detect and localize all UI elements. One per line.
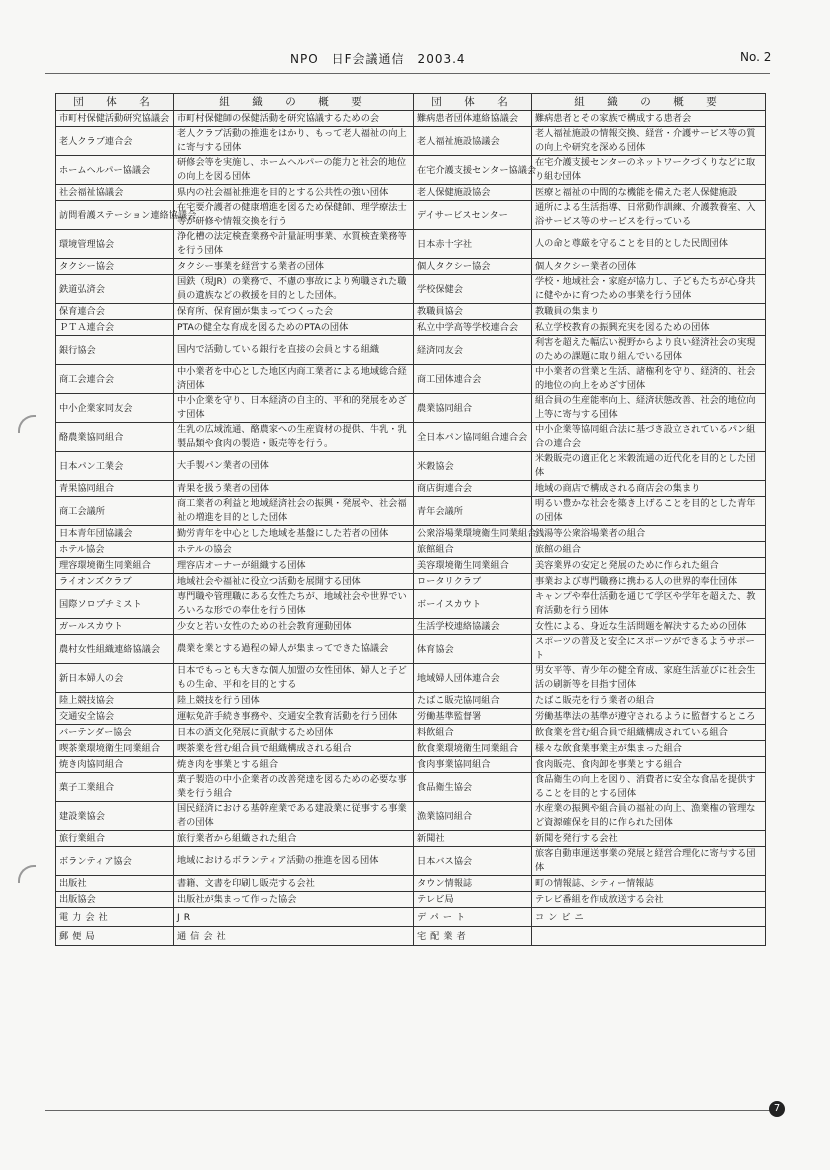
- table-row: [56, 664, 766, 693]
- org-name-cell: 難病患者団体連絡協議会: [414, 111, 532, 127]
- org-description-cell: 勤労青年を中心とした地域を基盤にした若者の団体: [174, 526, 414, 542]
- org-description-cell: 中小業者を中心とした地区内商工業者による地域総合経済団体: [174, 365, 414, 394]
- org-description-cell: 国内で活動している銀行を直接の会員とする組織: [174, 336, 414, 365]
- org-description-cell: 利害を超えた幅広い視野からより良い経済社会の実現のための課題に取り組んでいる団体: [532, 336, 766, 365]
- org-name-cell: 教職員協会: [414, 304, 532, 320]
- org-description-cell: 飲食業を営む組合員で組織構成されている組合: [532, 725, 766, 741]
- table-row: [56, 320, 766, 336]
- column-header: 組 織 の 概 要: [174, 94, 414, 111]
- org-name-cell: 青果協同組合: [56, 481, 174, 497]
- org-description-cell: 専門職や管理職にある女性たちが、地域社会や世界でいろいろな形での奉仕を行う団体: [174, 590, 414, 619]
- org-description-cell: 焼き肉を事業とする組合: [174, 757, 414, 773]
- misc-cell: 電力会社: [56, 908, 174, 927]
- org-name-cell: 個人タクシー協会: [414, 259, 532, 275]
- org-description-cell: 明るい豊かな社会を築き上げることを目的とした青年の団体: [532, 497, 766, 526]
- org-description-cell: タクシー事業を経営する業者の団体: [174, 259, 414, 275]
- table-row: [56, 831, 766, 847]
- org-description-cell: 男女平等、青少年の健全育成、家庭生活並びに社会生活の刷新等を目指す団体: [532, 664, 766, 693]
- org-name-cell: 労働基準監督署: [414, 709, 532, 725]
- org-name-cell: 出版社: [56, 876, 174, 892]
- org-name-cell: ボランティア協会: [56, 847, 174, 876]
- newsletter-title: NPO 日F会議通信 2003.4: [290, 52, 466, 66]
- org-description-cell: 人の命と尊厳を守ることを目的とした民間団体: [532, 230, 766, 259]
- table-row: [56, 558, 766, 574]
- org-description-cell: キャンプや奉仕活動を通じて学区や学年を超えた、教育活動を行う団体: [532, 590, 766, 619]
- table-row: [56, 892, 766, 908]
- org-description-cell: ホテルの協会: [174, 542, 414, 558]
- footer-rule: [45, 1110, 770, 1111]
- org-description-cell: 国鉄（現JR）の業務で、不慮の事故により殉職された職員の遺族などの救援を目的とした団体。: [174, 275, 414, 304]
- org-name-cell: 理容環境衛生同業組合: [56, 558, 174, 574]
- org-name-cell: 銀行協会: [56, 336, 174, 365]
- org-name-cell: 酪農業協同組合: [56, 423, 174, 452]
- org-description-cell: 通所による生活指導、日常動作訓練、介護教養室、入浴サービス等のサービスを行っている: [532, 201, 766, 230]
- org-name-cell: ガールスカウト: [56, 619, 174, 635]
- org-description-cell: 書籍、文書を印刷し販売する会社: [174, 876, 414, 892]
- table-row: [56, 757, 766, 773]
- org-description-cell: 保育所、保育園が集まってつくった会: [174, 304, 414, 320]
- table-row: [56, 304, 766, 320]
- org-description-cell: 米穀販売の適正化と米穀流通の近代化を目的とした団体: [532, 452, 766, 481]
- org-description-cell: スポーツの普及と安全にスポーツができるようサポート: [532, 635, 766, 664]
- org-description-cell: 陸上競技を行う団体: [174, 693, 414, 709]
- org-description-cell: 老人福祉施設の情報交換、経営・介護サービス等の質の向上や研究を深める団体: [532, 127, 766, 156]
- org-description-cell: 日本でもっとも大きな個人加盟の女性団体、婦人と子どもの生命、平和を目的とする: [174, 664, 414, 693]
- org-name-cell: ホームヘルパー協議会: [56, 156, 174, 185]
- table-row: [56, 111, 766, 127]
- org-description-cell: 在宅介護支援センターのネットワークづくりなどに取り組む団体: [532, 156, 766, 185]
- org-name-cell: 農業協同組合: [414, 394, 532, 423]
- table-row: [56, 526, 766, 542]
- org-description-cell: 浄化槽の法定検査業務や計量証明事業、水質検査業務等を行う団体: [174, 230, 414, 259]
- org-description-cell: 中小業者の営業と生活、諸権利を守り、経済的、社会的地位の向上をめざす団体: [532, 365, 766, 394]
- org-description-cell: 中小企業等協同組合法に基づき設立されているパン組合の連合会: [532, 423, 766, 452]
- table-row: [56, 590, 766, 619]
- org-description-cell: 市町村保健師の保健活動を研究協議するための会: [174, 111, 414, 127]
- org-name-cell: 商工団体連合会: [414, 365, 532, 394]
- org-name-cell: 環境管理協会: [56, 230, 174, 259]
- org-description-cell: 生乳の広域流通、酪農家への生産資材の提供、牛乳・乳製品類や食肉の製造・販売等を行う。: [174, 423, 414, 452]
- table-row: [56, 127, 766, 156]
- org-description-cell: 組合員の生産能率向上、経済状態改善、社会的地位向上等に寄与する団体: [532, 394, 766, 423]
- org-name-cell: 米穀協会: [414, 452, 532, 481]
- org-name-cell: 出版協会: [56, 892, 174, 908]
- org-name-cell: 体育協会: [414, 635, 532, 664]
- org-name-cell: 老人クラブ連合会: [56, 127, 174, 156]
- table-row: [56, 481, 766, 497]
- table-row: [56, 230, 766, 259]
- org-name-cell: 全日本パン協同組合連合会: [414, 423, 532, 452]
- org-name-cell: 美容環境衛生同業組合: [414, 558, 532, 574]
- org-name-cell: 菓子工業組合: [56, 773, 174, 802]
- org-name-cell: ホテル協会: [56, 542, 174, 558]
- org-description-cell: 出版社が集まって作った協会: [174, 892, 414, 908]
- org-name-cell: 学校保健会: [414, 275, 532, 304]
- org-description-cell: 町の情報誌、シティー情報誌: [532, 876, 766, 892]
- org-name-cell: 日本バス協会: [414, 847, 532, 876]
- table-row: [56, 773, 766, 802]
- org-description-cell: 喫茶業を営む組合員で組織構成される組合: [174, 741, 414, 757]
- org-description-cell: 在宅要介護者の健康増進を図るため保健師、理学療法士等が研修や情報交換を行う: [174, 201, 414, 230]
- misc-cell: JR: [174, 908, 414, 927]
- org-name-cell: タクシー協会: [56, 259, 174, 275]
- table-row: [56, 876, 766, 892]
- org-description-cell: 女性による、身近な生活問題を解決するための団体: [532, 619, 766, 635]
- table-header-row: [56, 94, 766, 111]
- org-description-cell: 中小企業を守り、日本経済の自主的、平和的発展をめざす団体: [174, 394, 414, 423]
- issue-number: No. 2: [740, 50, 772, 64]
- table-row: [56, 365, 766, 394]
- header-rule: [45, 73, 770, 74]
- org-description-cell: 国民経済における基幹産業である建設業に従事する事業者の団体: [174, 802, 414, 831]
- org-name-cell: 生活学校連絡協議会: [414, 619, 532, 635]
- table-row: [56, 741, 766, 757]
- org-description-cell: 菓子製造の中小企業者の改善発達を図るための必要な事業を行う組合: [174, 773, 414, 802]
- org-name-cell: 交通安全協会: [56, 709, 174, 725]
- org-name-cell: 商工会連合会: [56, 365, 174, 394]
- org-name-cell: 在宅介護支援センター協議会: [414, 156, 532, 185]
- org-name-cell: 陸上競技協会: [56, 693, 174, 709]
- page-number-badge: 7: [769, 1101, 785, 1117]
- misc-cell: [532, 927, 766, 946]
- org-name-cell: 市町村保健活動研究協議会: [56, 111, 174, 127]
- misc-row: [56, 927, 766, 946]
- table-row: [56, 542, 766, 558]
- table-row: [56, 802, 766, 831]
- org-description-cell: 農業を業とする過程の婦人が集まってできた協議会: [174, 635, 414, 664]
- org-description-cell: 銭湯等公衆浴場業者の組合: [532, 526, 766, 542]
- organization-table: [55, 93, 766, 946]
- org-description-cell: 旅館の組合: [532, 542, 766, 558]
- org-description-cell: 事業および専門職務に携わる人の世界的奉仕団体: [532, 574, 766, 590]
- org-name-cell: 新日本婦人の会: [56, 664, 174, 693]
- org-name-cell: 焼き肉協同組合: [56, 757, 174, 773]
- misc-row: [56, 908, 766, 927]
- org-description-cell: 様々な飲食業事業主が集まった組合: [532, 741, 766, 757]
- org-description-cell: 理容店オーナーが組織する団体: [174, 558, 414, 574]
- org-description-cell: 美容業界の安定と発展のために作られた組合: [532, 558, 766, 574]
- org-name-cell: 保育連合会: [56, 304, 174, 320]
- org-name-cell: 訪問看護ステーション連絡協議会: [56, 201, 174, 230]
- table-row: [56, 452, 766, 481]
- org-description-cell: 商工業者の利益と地域経済社会の振興・発展や、社会福祉の増進を目的とした団体: [174, 497, 414, 526]
- column-header: 団 体 名: [414, 94, 532, 111]
- org-name-cell: 漁業協同組合: [414, 802, 532, 831]
- misc-cell: コンビニ: [532, 908, 766, 927]
- org-name-cell: 老人福祉施設協議会: [414, 127, 532, 156]
- org-name-cell: 喫茶業環境衛生同業組合: [56, 741, 174, 757]
- table-row: [56, 201, 766, 230]
- org-name-cell: 飲食業環境衛生同業組合: [414, 741, 532, 757]
- table-row: [56, 709, 766, 725]
- column-header: 組 織 の 概 要: [532, 94, 766, 111]
- org-name-cell: 経済同友会: [414, 336, 532, 365]
- table-row: [56, 185, 766, 201]
- org-description-cell: 青果を扱う業者の団体: [174, 481, 414, 497]
- org-name-cell: 鉄道弘済会: [56, 275, 174, 304]
- org-name-cell: 旅館組合: [414, 542, 532, 558]
- misc-cell: 郵便局: [56, 927, 174, 946]
- misc-cell: 通信会社: [174, 927, 414, 946]
- org-name-cell: 日本青年団協議会: [56, 526, 174, 542]
- org-description-cell: 新聞を発行する会社: [532, 831, 766, 847]
- org-name-cell: テレビ局: [414, 892, 532, 908]
- misc-cell: デパート: [414, 908, 532, 927]
- org-description-cell: 教職員の集まり: [532, 304, 766, 320]
- table-row: [56, 635, 766, 664]
- org-name-cell: 商工会議所: [56, 497, 174, 526]
- table-row: [56, 259, 766, 275]
- table-row: [56, 394, 766, 423]
- org-description-cell: 地域社会や福祉に役立つ活動を展開する団体: [174, 574, 414, 590]
- table-row: [56, 725, 766, 741]
- org-name-cell: バーテンダー協会: [56, 725, 174, 741]
- org-name-cell: ライオンズクラブ: [56, 574, 174, 590]
- table-row: [56, 574, 766, 590]
- org-name-cell: 私立中学高等学校連合会: [414, 320, 532, 336]
- org-description-cell: PTAの健全な育成を図るためのPTAの団体: [174, 320, 414, 336]
- org-name-cell: 国際ソロプチミスト: [56, 590, 174, 619]
- org-name-cell: 日本パン工業会: [56, 452, 174, 481]
- org-description-cell: 食肉販売、食肉卸を事業とする組合: [532, 757, 766, 773]
- table-row: [56, 275, 766, 304]
- org-description-cell: 個人タクシー業者の団体: [532, 259, 766, 275]
- org-name-cell: タウン情報誌: [414, 876, 532, 892]
- column-header: 団 体 名: [56, 94, 174, 111]
- org-name-cell: デイサービスセンター: [414, 201, 532, 230]
- org-description-cell: 学校・地域社会・家庭が協力し、子どもたちが心身共に健やかに育つための事業を行う団体: [532, 275, 766, 304]
- table-row: [56, 497, 766, 526]
- table-row: [56, 336, 766, 365]
- table-row: [56, 423, 766, 452]
- org-name-cell: たばこ販売協同組合: [414, 693, 532, 709]
- org-description-cell: 研修会等を実施し、ホームヘルパーの能力と社会的地位の向上を図る団体: [174, 156, 414, 185]
- org-description-cell: たばこ販売を行う業者の組合: [532, 693, 766, 709]
- misc-cell: 宅配業者: [414, 927, 532, 946]
- org-description-cell: 食品衛生の向上を図り、消費者に安全な食品を提供することを目的とする団体: [532, 773, 766, 802]
- org-description-cell: 難病患者とその家族で構成する患者会: [532, 111, 766, 127]
- org-name-cell: 地域婦人団体連合会: [414, 664, 532, 693]
- org-description-cell: 県内の社会福祉推進を目的とする公共性の強い団体: [174, 185, 414, 201]
- org-description-cell: 少女と若い女性のための社会教育運動団体: [174, 619, 414, 635]
- page-header: [0, 50, 830, 70]
- org-name-cell: ロータリクラブ: [414, 574, 532, 590]
- org-name-cell: 新聞社: [414, 831, 532, 847]
- org-description-cell: 運転免許手続き事務や、交通安全教育活動を行う団体: [174, 709, 414, 725]
- org-name-cell: 公衆浴場業環境衛生同業組合: [414, 526, 532, 542]
- org-name-cell: 食品衛生協会: [414, 773, 532, 802]
- org-name-cell: 料飲組合: [414, 725, 532, 741]
- org-description-cell: テレビ番組を作成放送する会社: [532, 892, 766, 908]
- org-name-cell: ボーイスカウト: [414, 590, 532, 619]
- binder-hole-mark: [18, 865, 36, 883]
- org-description-cell: 旅客自動車運送事業の発展と経営合理化に寄与する団体: [532, 847, 766, 876]
- table-row: [56, 156, 766, 185]
- org-description-cell: 労働基準法の基準が遵守されるように監督するところ: [532, 709, 766, 725]
- org-name-cell: 旅行業組合: [56, 831, 174, 847]
- org-description-cell: 旅行業者から組織された組合: [174, 831, 414, 847]
- binder-hole-mark: [18, 415, 36, 433]
- org-name-cell: 日本赤十字社: [414, 230, 532, 259]
- org-description-cell: 老人クラブ活動の推進をはかり、もって老人福祉の向上に寄与する団体: [174, 127, 414, 156]
- table-row: [56, 693, 766, 709]
- table-row: [56, 847, 766, 876]
- org-name-cell: 中小企業家同友会: [56, 394, 174, 423]
- org-description-cell: 大手製パン業者の団体: [174, 452, 414, 481]
- org-description-cell: 地域におけるボランティア活動の推進を図る団体: [174, 847, 414, 876]
- org-name-cell: 社会福祉協議会: [56, 185, 174, 201]
- org-name-cell: 食肉事業協同組合: [414, 757, 532, 773]
- org-name-cell: ＰＴＡ連合会: [56, 320, 174, 336]
- org-description-cell: 医療と福祉の中間的な機能を備えた老人保健施設: [532, 185, 766, 201]
- table-row: [56, 619, 766, 635]
- org-description-cell: 日本の酒文化発展に貢献するため団体: [174, 725, 414, 741]
- org-description-cell: 私立学校教育の振興充実を図るための団体: [532, 320, 766, 336]
- org-description-cell: 地域の商店で構成される商店会の集まり: [532, 481, 766, 497]
- org-name-cell: 商店街連合会: [414, 481, 532, 497]
- org-name-cell: 青年会議所: [414, 497, 532, 526]
- org-name-cell: 老人保健施設協会: [414, 185, 532, 201]
- org-name-cell: 農村女性組織連絡協議会: [56, 635, 174, 664]
- org-name-cell: 建設業協会: [56, 802, 174, 831]
- org-description-cell: 水産業の振興や組合員の福祉の向上、漁業権の管理など資源確保を目的に作られた団体: [532, 802, 766, 831]
